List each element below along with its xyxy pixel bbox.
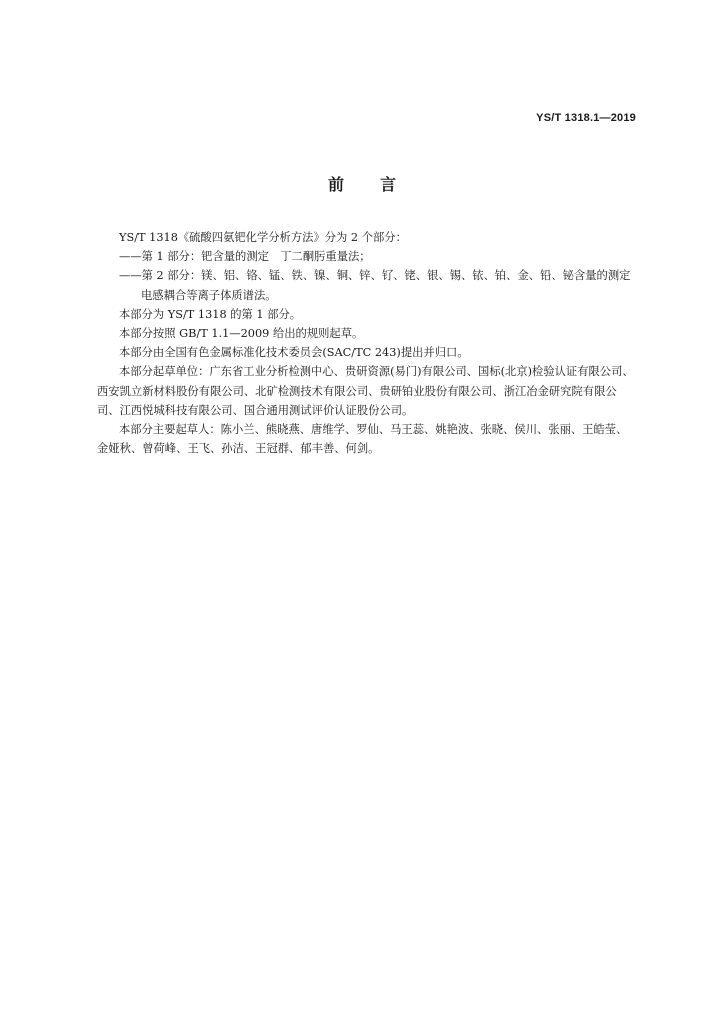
intro-paragraph: YS/T 1318《硫酸四氨钯化学分析方法》分为 2 个部分： (119, 231, 407, 244)
part-statement: 本部分为 YS/T 1318 的第 1 部分。 (119, 307, 302, 321)
part-2-item: ——第 2 部分：镁、铝、铬、锰、铁、镍、铜、锌、钌、铑、银、锡、铱、铂、金、铅、铋含量的测定 电感耦合等离子体质谱法。 (119, 269, 642, 302)
standard-number: YS/T 1318.1—2019 (536, 112, 636, 124)
drafting-units: 本部分起草单位：广东省工业分析检测中心、贵研资源(易门)有限公司、国标(北京)检验认证有限公司、西安凯立新材料股份有限公司、北矿检测技术有限公司、贵研铂业股份有限公司、浙江冶金研究院有限公司、江西悦城科技有限公司、国合通用测试评价认证股份公司。 (97, 365, 634, 417)
drafting-rules: 本部分按照 GB/T 1.1—2009 给出的规则起草。 (119, 327, 364, 341)
foreword-body (97, 228, 642, 458)
proposed-by: 本部分由全国有色金属标准化技术委员会(SAC/TC 243)提出并归口。 (119, 346, 469, 360)
page-title: 前言 (327, 175, 432, 194)
main-drafters: 本部分主要起草人：陈小兰、熊晓燕、唐维学、罗仙、马王蕊、姚艳波、张晓、侯川、张丽、王皓莹、金娅秋、曾荷峰、王飞、孙洁、王冠群、郁丰善、何剑。 (97, 423, 628, 456)
part-1-item: ——第 1 部分：钯含量的测定 丁二酮肟重量法； (119, 250, 371, 264)
